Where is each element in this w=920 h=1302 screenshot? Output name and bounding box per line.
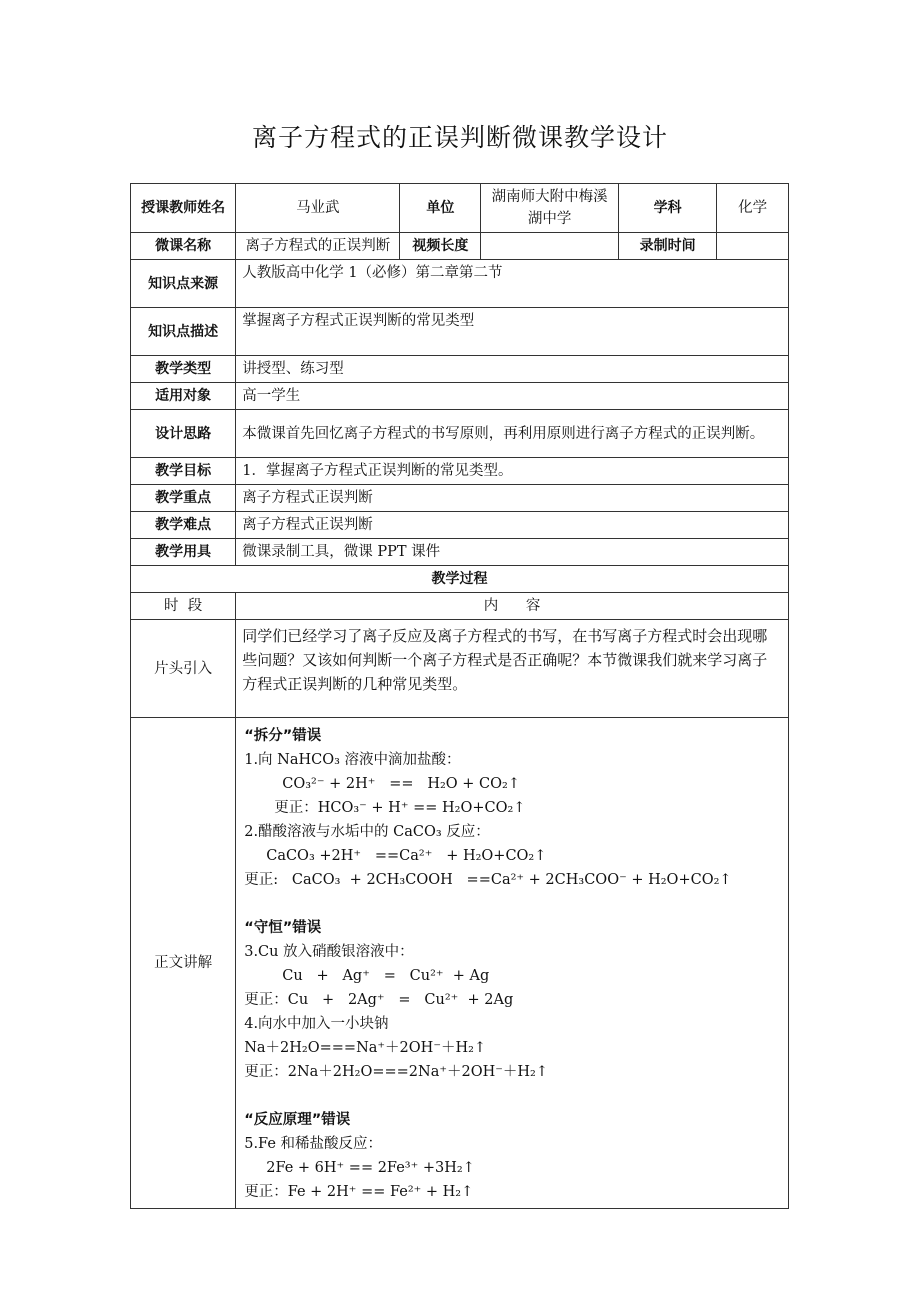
type-label: 教学类型 [131,356,236,383]
unit-value: 湖南师大附中梅溪湖中学 [481,184,619,233]
type-value: 讲授型、练习型 [236,356,789,383]
target-value: 高一学生 [236,383,789,410]
question-3: 3.Cu 放入硝酸银溶液中： [244,944,414,960]
desc-value: 掌握离子方程式正误判断的常见类型 [236,308,789,356]
intro-text: 同学们已经学习了离子反应及离子方程式的书写，在书写离子方程式时会出现哪些问题？又该如何判断一个离子方程式是否正确呢？本节微课我们就来学习离子方程式正误判断的几种常见类型。 [236,620,789,718]
design-value: 本微课首先回忆离子方程式的书写原则，再利用原则进行离子方程式的正误判断。 [236,410,789,458]
question-2-fix: 更正: CaCO₃ + 2CH₃COOH ==Ca²⁺ + 2CH₃COO⁻ + H₂O+CO₂↑ [244,872,732,888]
target-label: 适用对象 [131,383,236,410]
difficult-label: 教学难点 [131,512,236,539]
section-conservation-error: “守恒”错误 [244,920,322,936]
question-5-wrong: 2Fe + 6H⁺ == 2Fe³⁺ +3H₂↑ [266,1160,475,1176]
tools-label: 教学用具 [131,539,236,566]
question-3-fix: 更正：Cu + 2Ag⁺ = Cu²⁺ + 2Ag [244,992,514,1008]
source-label: 知识点来源 [131,260,236,308]
desc-label: 知识点描述 [131,308,236,356]
section-principle-error: “反应原理”错误 [244,1112,351,1128]
video-length-label: 视频长度 [400,233,481,260]
intro-label: 片头引入 [131,620,236,718]
unit-label: 单位 [400,184,481,233]
question-1-fix: 更正：HCO₃⁻ + H⁺ == H₂O+CO₂↑ [274,800,526,816]
course-value: 离子方程式的正误判断 [236,233,400,260]
teacher-value: 马业武 [236,184,400,233]
key-label: 教学重点 [131,485,236,512]
page-title: 离子方程式的正误判断微课教学设计 [251,123,668,152]
main-label: 正文讲解 [131,718,236,1209]
col-content-header: 内 容 [236,593,789,620]
lesson-plan-table [130,183,789,1209]
teacher-label: 授课教师姓名 [131,184,236,233]
process-header: 教学过程 [131,566,789,593]
question-4: 4.向水中加入一小块钠 [244,1016,389,1032]
subject-value: 化学 [717,184,789,233]
question-2: 2.醋酸溶液与水垢中的 CaCO₃ 反应： [244,824,490,840]
question-4-fix: 更正：2Na＋2H₂O===2Na⁺＋2OH⁻＋H₂↑ [244,1064,549,1080]
goal-value: 1．掌握离子方程式正误判断的常见类型。 [236,458,789,485]
key-value: 离子方程式正误判断 [236,485,789,512]
record-time-label: 录制时间 [618,233,716,260]
question-2-wrong: CaCO₃ +2H⁺ ==Ca²⁺ + H₂O+CO₂↑ [266,848,547,864]
record-time-value [717,233,789,260]
question-4-wrong: Na＋2H₂O===Na⁺＋2OH⁻＋H₂↑ [244,1040,487,1056]
source-value: 人教版高中化学 1（必修）第二章第二节 [236,260,789,308]
goal-label: 教学目标 [131,458,236,485]
question-5: 5.Fe 和稀盐酸反应： [244,1136,383,1152]
col-time-header: 时 段 [131,593,236,620]
design-label: 设计思路 [131,410,236,458]
question-3-wrong: Cu + Ag⁺ = Cu²⁺ + Ag [282,968,490,984]
tools-value: 微课录制工具，微课 PPT 课件 [236,539,789,566]
main-content [236,718,789,1209]
video-length-value [481,233,619,260]
question-1: 1.向 NaHCO₃ 溶液中滴加盐酸： [244,752,461,768]
section-split-error: “拆分”错误 [244,728,322,744]
subject-label: 学科 [618,184,716,233]
question-5-fix: 更正：Fe + 2H⁺ == Fe²⁺ + H₂↑ [244,1184,474,1200]
difficult-value: 离子方程式正误判断 [236,512,789,539]
question-1-wrong: CO₃²⁻ + 2H⁺ == H₂O + CO₂↑ [282,776,520,792]
course-label: 微课名称 [131,233,236,260]
